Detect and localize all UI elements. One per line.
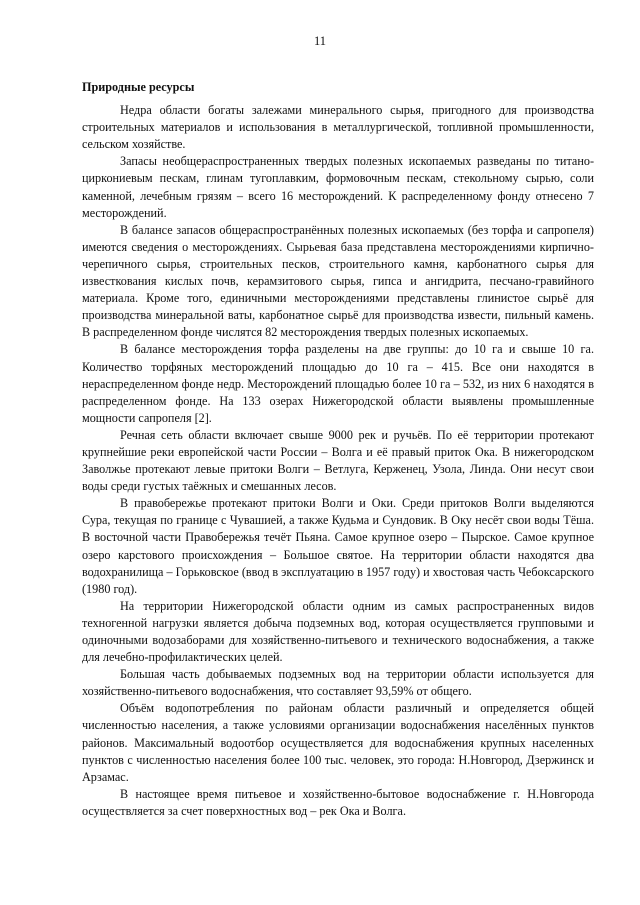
paragraph-right-bank-tributaries: В правобережье протекают притоки Волги и Оки. Среди притоков Волги выделяются Сура, текущая по границе с Чувашией, а также Кудьма и Сундовик. В Оку несёт свои воды Тёша. В восточной части Правобережья течёт Пьяна. Самое крупное озеро – Пырское. Самое крупное озеро карстового происхождения – Большое святое. На территории области находятся два водохранилища – Горьковское (ввод в эксплуатацию в 1957 году) и хвостовая часть Чебоксарского (1980 год). — [82, 496, 594, 596]
section-title: Природные ресурсы — [82, 80, 195, 94]
paragraph-solid-minerals: Запасы необщераспространенных твердых полезных ископаемых разведаны по титано-циркониевым пескам, глинам тугоплавким, формовочным пескам, стекольному сырью, соли каменной, лечебным грязям – всего 16 месторождений. К распределенному фонду отнесено 7 месторождений. — [82, 154, 594, 220]
paragraph-groundwater-extraction: На территории Нижегородской области одним из самых распространенных видов техногенной нагрузки является добыча подземных вод, которая осуществляется групповыми и одиночными водозаборами для хозяйственно-питьевого и технического водоснабжения, а также для лечебно-профилактических целей. — [82, 598, 594, 665]
paragraph-groundwater-usage: Большая часть добываемых подземных вод на территории области используется для хозяйственно-питьевого водоснабжения, что составляет 93,59% от общего. — [82, 667, 594, 699]
paragraph-water-consumption: Объём водопотребления по районам области различный и определяется общей численностью населения, а также условиями организации водоснабжения населённых пунктов районов. Максимальный водоотбор осуществляется для водоснабжения крупных населенных пунктов с численностью населения более 100 тыс. человек, это города: Н.Новгород, Дзержинск и Арзамас. — [82, 701, 594, 784]
paragraph-common-minerals: В балансе запасов общераспространённых полезных ископаемых (без торфа и сапропеля) имеются сведения о месторождениях. Сырьевая база представлена месторождениями кирпично-черепичного сырья, строительных песков, строительного камня, карбонатного сырья для известкования кислых почв, керамзитового сырья, гипса и ангидрита, песчано-гравийного материала. Кроме того, единичными месторождениями представлены глинистое сырьё для производства минеральной ваты, карбонатное сырьё для производства извести, пильный камень. В распределенном фонде числятся 82 месторождения твердых полезных ископаемых. — [82, 222, 594, 340]
document-body — [82, 79, 594, 820]
page-number: 11 — [313, 34, 327, 48]
paragraph-river-network: Речная сеть области включает свыше 9000 рек и ручьёв. По её территории протекают крупнейшие реки европейской части России – Волга и её правый приток Ока. В нижегородском Заволжье протекают левые притоки Волги – Ветлуга, Керженец, Узола, Линда. Они несут свои воды среди густых таёжных и смешанных лесов. — [82, 427, 594, 494]
paragraph-mineral-resources: Недра области богаты залежами минерального сырья, пригодного для производства строительных материалов и использования в металлургической, топливной промышленности, сельском хозяйстве. — [82, 103, 594, 152]
paragraph-nnovgorod-water-supply: В настоящее время питьевое и хозяйственно-бытовое водоснабжение г. Н.Новгорода осуществляется за счет поверхностных вод – рек Ока и Волга. — [82, 786, 594, 818]
paragraph-peat-deposits: В балансе месторождения торфа разделены на две группы: до 10 га и свыше 10 га. Количество торфяных месторождений площадью до 10 га – 415. Все они находятся в нераспределенном фонде недр. Месторождений площадью более 10 га – 532, из них 6 находятся в распределенном фонде. На 133 озерах Нижегородской области выявлены промышленные мощности сапропеля [2]. — [82, 342, 594, 425]
